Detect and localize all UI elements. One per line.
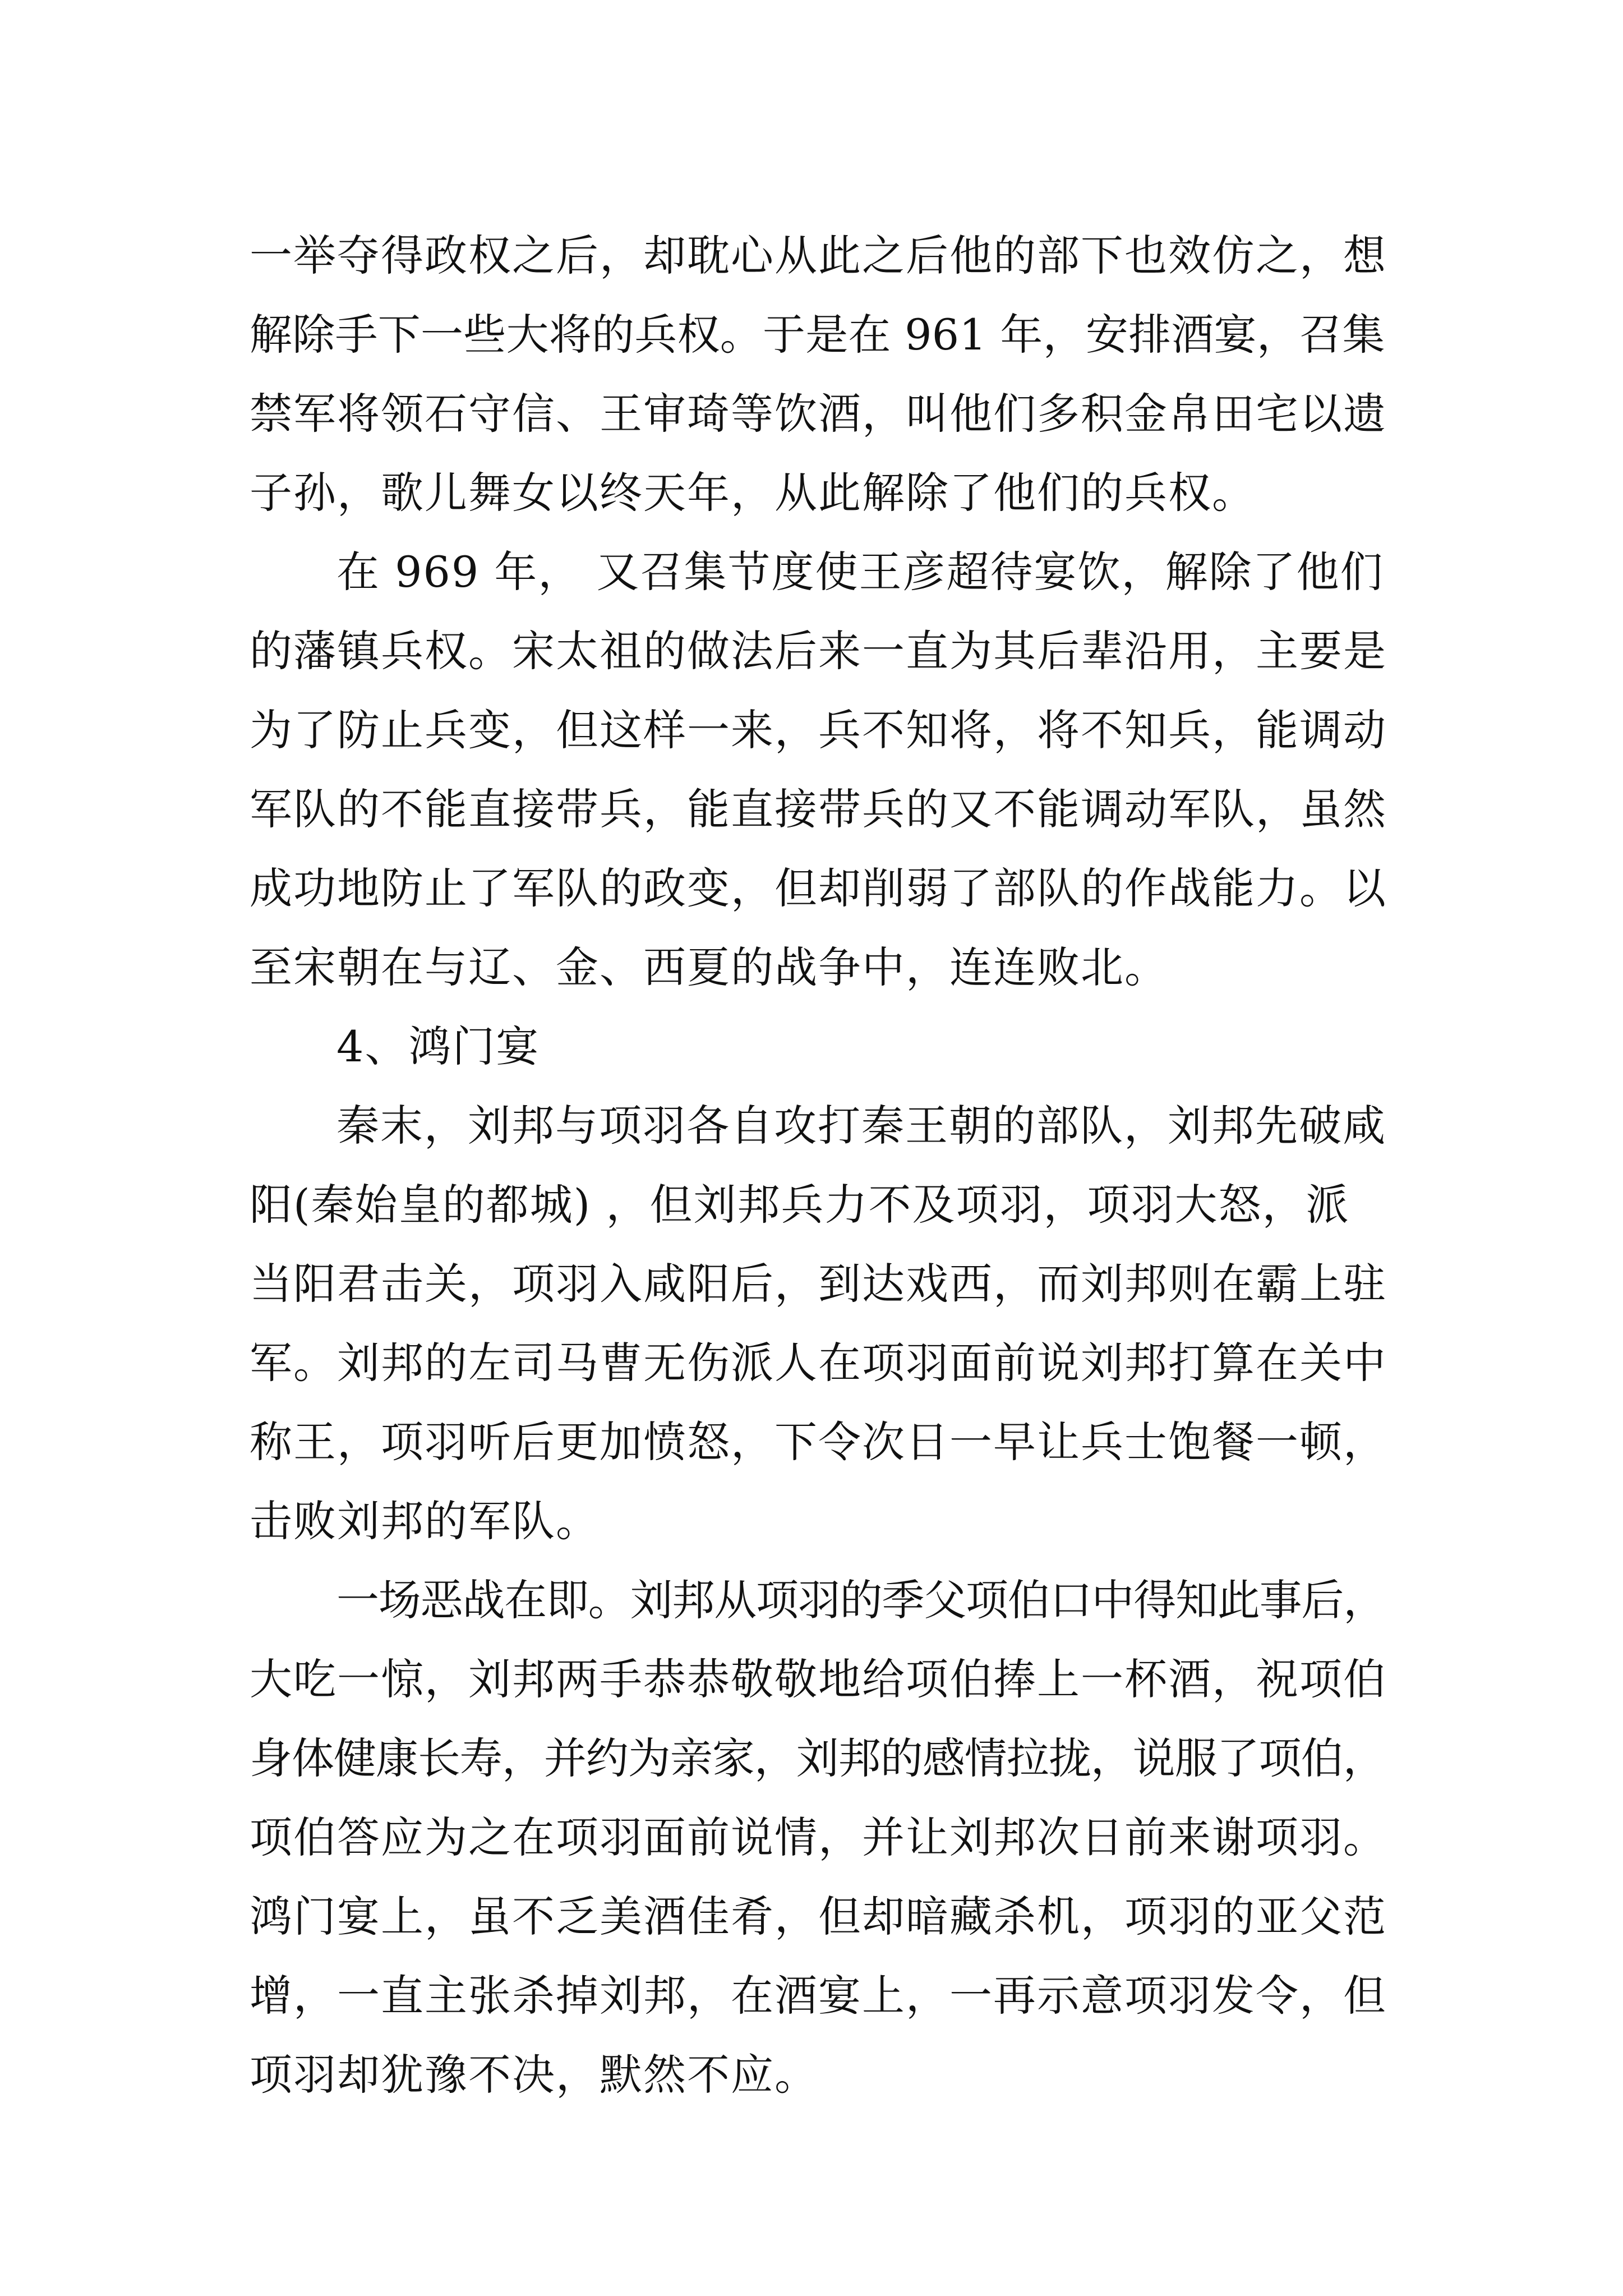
text-line: 的藩镇兵权。宋太祖的做法后来一直为其后辈沿用，主要是 <box>250 626 1387 676</box>
text-line: 成功地防止了军队的政变，但却削弱了部队的作战能力。以 <box>250 863 1387 913</box>
text-line: 阳(秦始皇的都城) ，但刘邦兵力不及项羽，项羽大怒，派 <box>250 1180 1350 1230</box>
text-line: 大吃一惊，刘邦两手恭恭敬敬地给项伯捧上一杯酒，祝项伯 <box>250 1654 1387 1704</box>
text-line: 一举夺得政权之后，却耽心从此之后他的部下也效仿之，想 <box>250 231 1387 280</box>
text-line: 在 969 年， 又召集节度使王彦超待宴饮，解除了他们 <box>336 547 1384 597</box>
section-heading: 4、鸿门宴 <box>336 1022 540 1071</box>
text-line: 增，一直主张杀掉刘邦，在酒宴上，一再示意项羽发令，但 <box>250 1971 1387 2021</box>
text-line: 军。刘邦的左司马曹无伤派人在项羽面前说刘邦打算在关中 <box>250 1338 1387 1388</box>
text-line: 当阳君击关，项羽入咸阳后，到达戏西，而刘邦则在霸上驻 <box>250 1259 1387 1309</box>
text-line: 身体健康长寿，并约为亲家，刘邦的感情拉拢，说服了项伯， <box>250 1733 1385 1783</box>
text-line: 鸿门宴上，虽不乏美酒佳肴，但却暗藏杀机，项羽的亚父范 <box>250 1892 1387 1941</box>
text-line: 军队的不能直接带兵，能直接带兵的又不能调动军队，虽然 <box>250 784 1387 834</box>
text-line: 解除手下一些大将的兵权。于是在 961 年，安排酒宴，召集 <box>250 310 1385 360</box>
text-line: 一场恶战在即。刘邦从项羽的季父项伯口中得知此事后， <box>336 1575 1385 1625</box>
document-body <box>250 216 1388 2114</box>
text-line: 秦末，刘邦与项羽各自攻打秦王朝的部队，刘邦先破咸 <box>336 1101 1386 1151</box>
text-line: 子孙，歌儿舞女以终天年，从此解除了他们的兵权。 <box>250 468 1256 518</box>
text-line: 禁军将领石守信、王审琦等饮酒，叫他们多积金帛田宅以遗 <box>250 389 1387 439</box>
text-line: 击败刘邦的军队。 <box>250 1496 600 1546</box>
text-line: 至宋朝在与辽、金、西夏的战争中，连连败北。 <box>250 942 1168 992</box>
text-line: 项伯答应为之在项羽面前说情，并让刘邦次日前来谢项羽。 <box>250 1812 1387 1862</box>
text-line: 为了防止兵变，但这样一来，兵不知将，将不知兵，能调动 <box>250 705 1387 755</box>
text-line: 项羽却犹豫不决，默然不应。 <box>250 2050 818 2100</box>
text-line: 称王，项羽听后更加愤怒，下令次日一早让兵士饱餐一顿， <box>250 1417 1387 1467</box>
